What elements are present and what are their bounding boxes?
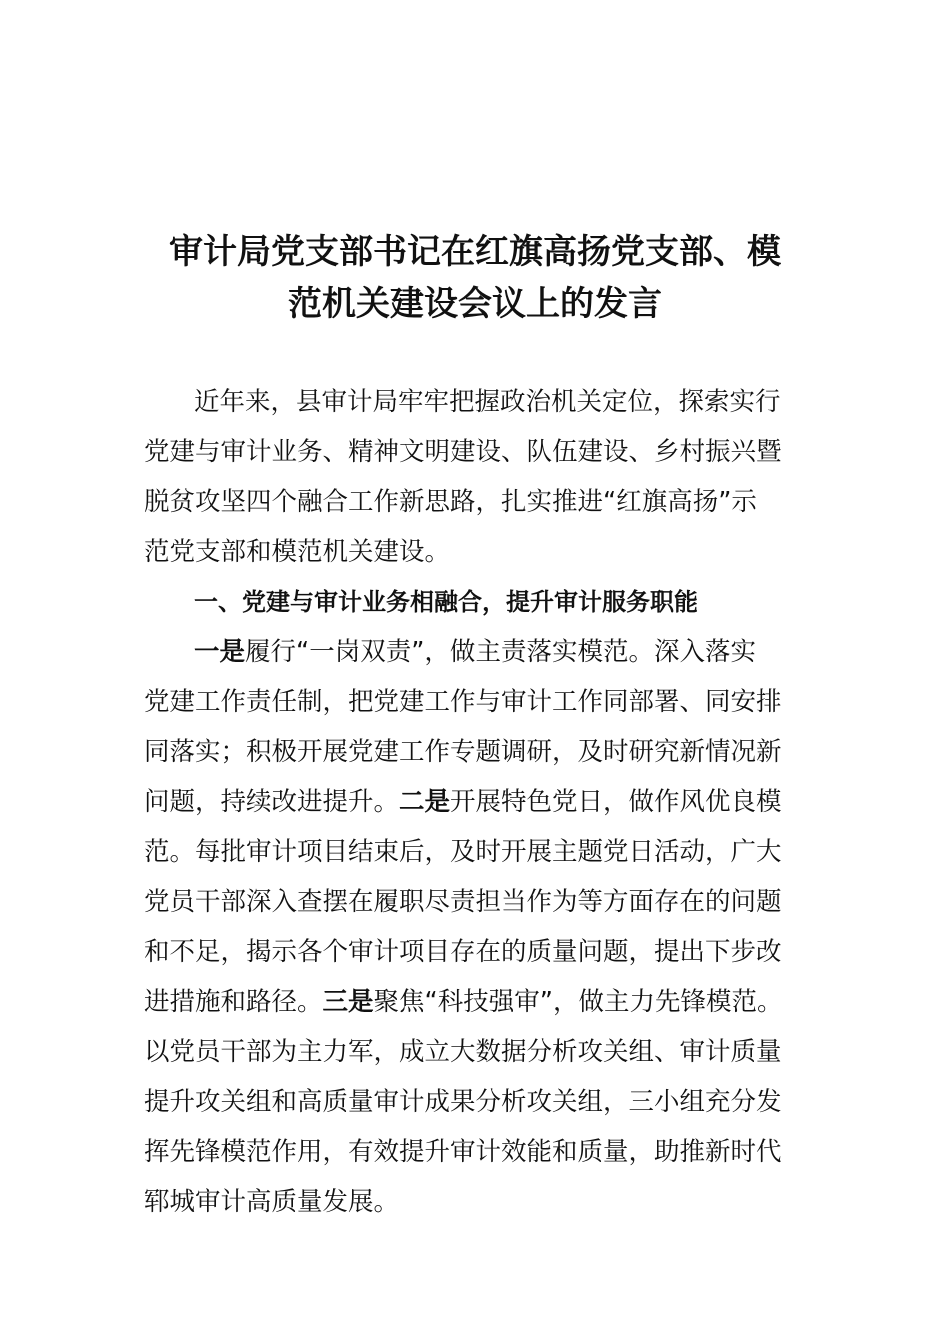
lead-phrase-3: 三是: [322, 987, 374, 1017]
paragraph-line: [144, 627, 844, 677]
paragraph-text: 开展特色党日，做作风优良模: [450, 787, 782, 817]
paragraph-text: 履行“一岗双责”，做主责落实模范。深入落实: [245, 637, 756, 667]
paragraph-line: 党建工作责任制，把党建工作与审计工作同部署、同安排: [144, 687, 782, 717]
document-title: [140, 226, 810, 330]
paragraph-line: 同落实；积极开展党建工作专题调研，及时研究新情况新: [144, 737, 782, 767]
title-line-2: 范机关建设会议上的发言: [288, 284, 662, 324]
paragraph-text: 进措施和路径。: [144, 987, 323, 1017]
title-line-1: 审计局党支部书记在红旗高扬党支部、模: [169, 232, 781, 272]
document-body: [144, 377, 844, 1227]
paragraph-line: 范。每批审计项目结束后，及时开展主题党日活动，广大: [144, 837, 782, 867]
paragraph-text: 问题，持续改进提升。: [144, 787, 400, 817]
intro-line: 党建与审计业务、精神文明建设、队伍建设、乡村振兴暨: [144, 437, 782, 467]
paragraph-line: 和不足，揭示各个审计项目存在的质量问题，提出下步改: [144, 937, 782, 967]
paragraph-line: 郓城审计高质量发展。: [144, 1187, 400, 1217]
lead-phrase-2: 二是: [399, 787, 451, 817]
paragraph-line: [144, 977, 844, 1027]
paragraph-line: 挥先锋模范作用，有效提升审计效能和质量，助推新时代: [144, 1137, 782, 1167]
section-paragraph: [144, 627, 844, 1227]
paragraph-line: 以党员干部为主力军，成立大数据分析攻关组、审计质量: [144, 1037, 782, 1067]
lead-phrase-1: 一是: [194, 637, 246, 667]
intro-line: 近年来，县审计局牢牢把握政治机关定位，探索实行: [194, 387, 781, 417]
paragraph-text: 聚焦“科技强审”，做主力先锋模范。: [373, 987, 783, 1017]
intro-line: 范党支部和模范机关建设。: [144, 537, 451, 567]
intro-line: 脱贫攻坚四个融合工作新思路，扎实推进“红旗高扬”示: [144, 487, 757, 517]
intro-paragraph: [144, 377, 844, 577]
section-heading: 一、党建与审计业务相融合，提升审计服务职能: [194, 588, 698, 616]
paragraph-line: [144, 777, 844, 827]
paragraph-line: 党员干部深入查摆在履职尽责担当作为等方面存在的问题: [144, 887, 782, 917]
paragraph-line: 提升攻关组和高质量审计成果分析攻关组，三小组充分发: [144, 1087, 782, 1117]
